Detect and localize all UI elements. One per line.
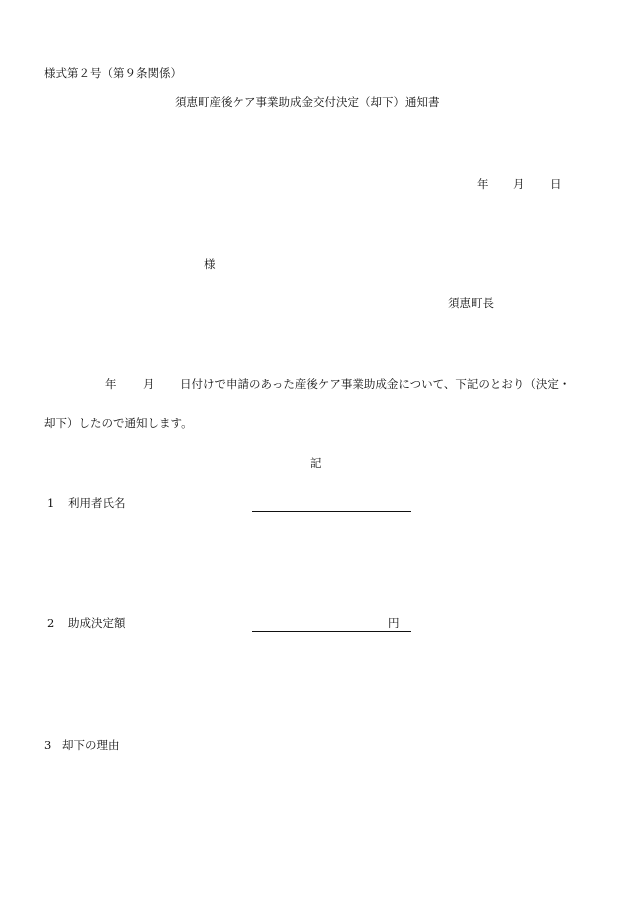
date-day-label: 日 (550, 177, 562, 191)
form-number: 様式第２号（第９条関係） (44, 66, 182, 80)
item-1-entry-line (252, 511, 411, 512)
body-month-label: 月 (143, 377, 155, 391)
body-line-2: 却下）したので通知します。 (44, 416, 193, 430)
document-title: 須恵町産後ケア事業助成金交付決定（却下）通知書 (175, 95, 440, 109)
item-1-number: 1 (47, 496, 55, 510)
date-year-label: 年 (477, 177, 489, 191)
addressee-honorific: 様 (204, 257, 216, 271)
item-1-label: 利用者氏名 (68, 496, 126, 510)
item-2-entry-line (252, 631, 411, 632)
date-month-label: 月 (513, 177, 525, 191)
ki-heading: 記 (310, 456, 322, 470)
item-2-label: 助成決定額 (68, 616, 126, 630)
item-3-label: 却下の理由 (62, 738, 120, 752)
body-year-label: 年 (105, 377, 117, 391)
item-2-number: 2 (47, 616, 55, 630)
body-line-1: 日付けで申請のあった産後ケア事業助成金について、下記のとおり（決定・ (180, 377, 571, 391)
item-2-yen-suffix: 円 (388, 616, 400, 630)
sender-name: 須恵町長 (448, 296, 494, 310)
item-3-number: 3 (44, 738, 52, 752)
